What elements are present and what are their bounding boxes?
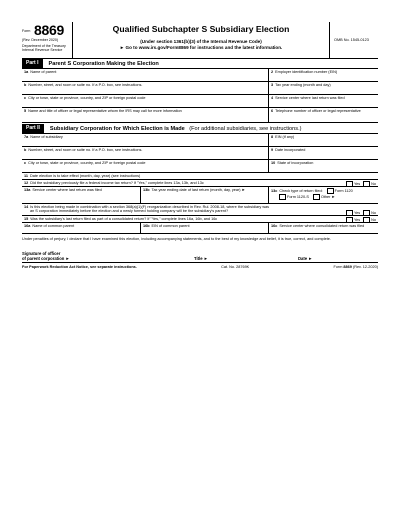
field-subsidiary-street[interactable] [22,147,268,159]
part1-header [22,59,378,69]
field-label: Is this election being made in combination with a section 368(a)(1)(F) reorganization described in Rev. Rul. 2008-18, where the subsidiary was [30,205,270,209]
row-1b [22,82,378,95]
field-label: Tax year ending (month and day) [275,83,331,87]
field-label: Tax year ending date of last return (month, day, year) ► [151,188,246,192]
line-num: 7a [24,135,29,139]
part2-title: Subsidiary Corporation for Which Election is Made [49,125,185,132]
no-checkbox[interactable]: No [363,181,376,187]
part1-badge: Part I [22,59,43,68]
field-service-center[interactable] [268,95,378,107]
field-label: Telephone number of officer or legal representative [275,109,361,113]
line-num: 2 [271,70,274,74]
date-field[interactable] [298,256,378,262]
line-num: 1a [24,70,29,74]
part2-title-extra: (For additional subsidiaries, see instructions.) [189,125,302,132]
field-16b-parent-ein[interactable] [140,223,268,233]
row-5 [22,108,378,123]
field-subsidiary-name[interactable] [22,134,268,146]
field-label-cont: an S corporation immediately before the election and a newly formed holding company will be the subsidiary's parent? [30,209,229,213]
field-tax-year-end[interactable] [268,82,378,94]
catalog-number: Cat. No. 28769K [221,264,250,269]
field-label: Date incorporated [275,148,306,152]
line-num: 14 [24,205,29,209]
line-num: 10 [271,161,276,165]
form-id-block [22,22,73,58]
line-num: b [24,148,27,152]
field-label: Date election is to take effect (month, day, year) (see instructions) [30,174,141,178]
form-word: Form [22,29,31,33]
part1-title: Parent S Corporation Making the Election [48,60,159,67]
field-label: Name of parent [30,70,57,74]
line-num: c [24,161,27,165]
line-num: 12 [24,181,29,185]
field-13b-tax-year[interactable] [140,187,268,203]
line-num: 16b [143,224,150,228]
field-label: State of incorporation [277,161,314,165]
field-label: City or town, state or province, country, and ZIP or foreign postal code [28,96,146,100]
signature-field[interactable] [22,251,194,262]
row-7b [22,147,378,160]
no-checkbox[interactable]: No [363,217,376,223]
signature-label-1: Signature of officer [22,250,61,256]
yes-checkbox[interactable]: Yes [346,210,360,216]
omb-block [329,22,378,58]
field-subsidiary-ein[interactable] [268,134,378,146]
field-label: Number, street, and room or suite no. If a P.O. box, see instructions. [28,83,143,87]
dept-line-1: Department of the Treasury [22,44,66,48]
field-parent-ein[interactable] [268,69,378,81]
row-16 [22,223,378,234]
field-13a-service-center[interactable] [22,187,140,203]
line-num: 3 [271,83,274,87]
line-num: 6 [271,109,274,113]
row-13 [22,187,378,204]
field-officer-phone[interactable] [268,108,378,122]
department [22,44,66,52]
field-label: Name and title of officer or legal representative whom the IRS may call for more information [28,109,182,113]
form-title: Qualified Subchapter S Subsidiary Election [112,24,290,34]
field-parent-city[interactable] [22,95,268,107]
field-label: EIN of common parent [151,224,190,228]
field-officer-name[interactable] [22,108,268,122]
title-label: Title ► [194,255,208,261]
field-label: Number, street, and room or suite no. If a P.O. box, see instructions. [28,148,143,152]
field-date-incorporated[interactable] [268,147,378,159]
paperwork-notice: For Paperwork Reduction Act Notice, see separate instructions. [22,264,137,269]
field-label: Service center where consolidated return was filed [279,224,365,228]
omb-number: OMB No. 1545-0123 [334,38,369,42]
field-state-incorporation[interactable] [268,160,378,172]
field-label: City or town, state or province, country, and ZIP or foreign postal code [28,161,146,165]
form-instructions-link: ► Go to www.irs.gov/Form8869 for instructions and the latest information. [119,45,283,50]
line-num: 4 [271,96,274,100]
field-label: Employer identification number (EIN) [275,70,338,74]
row-1a [22,69,378,82]
title-block [73,22,329,58]
row-14 [22,204,378,216]
field-13c-return-type [268,187,378,203]
form-8869 [22,22,378,269]
form-subtitle: (Under section 1361(b)(3) of the Internal Revenue Code) [140,39,262,44]
line-num: 15 [24,217,29,221]
line-num: 5 [24,109,27,113]
line-num: b [24,83,27,87]
field-16a-common-parent[interactable] [22,223,140,233]
field-label: Service center where last return was filed [32,188,102,192]
date-label: Date ► [298,255,313,261]
row-7a [22,134,378,147]
line-num: c [24,96,27,100]
row-11[interactable] [22,173,378,180]
row-1c [22,95,378,108]
row-7c [22,160,378,173]
part2-badge: Part II [22,124,44,133]
field-label: Service center where last return was filed [275,96,345,100]
yes-checkbox[interactable]: Yes [346,181,360,187]
no-checkbox[interactable]: No [363,210,376,216]
yes-checkbox[interactable]: Yes [346,217,360,223]
perjury-statement: Under penalties of perjury, I declare that I have examined this election, including accompanying statements, and to the best of my knowledge and belief, it is true, correct, and complete. [22,237,331,241]
form1120s-checkbox[interactable]: Form 1120-S [279,195,309,199]
line-num: 13a [24,188,31,192]
field-label: Name of subsidiary [30,135,63,139]
line-num: 8 [271,135,274,139]
signature-label-2: of parent corporation ► [22,255,70,261]
row-15 [22,216,378,223]
line-num: 13c [271,189,278,193]
form-number: 8869 [34,22,64,38]
field-label: Name of common parent [32,224,75,228]
form-footer [22,265,378,269]
revision-date: (Rev. December 2020) [22,38,59,42]
field-16c-service-center[interactable] [268,223,378,233]
field-subsidiary-city[interactable] [22,160,268,172]
field-label: Did the subsidiary previously file a federal income tax return? If "Yes," complete lines 13a, 13b, and 13c [30,181,204,185]
field-parent-name[interactable] [22,69,268,81]
form-header [22,22,378,59]
line-num: 11 [24,174,29,178]
part2-header [22,124,378,134]
title-field[interactable] [194,256,298,262]
row-12 [22,180,378,187]
footer-form-id: Form 8869 (Rev. 12-2020) [333,264,378,269]
line-num: 13b [143,188,150,192]
field-parent-street[interactable] [22,82,268,94]
other-checkbox[interactable]: Other ► [313,195,335,199]
field-label: Was the subsidiary's last return filed as part of a consolidated return? If "Yes," complete lines 16a, 16b, and 16c [30,217,218,221]
form1120-checkbox[interactable]: Form 1120 [327,189,353,193]
field-label: EIN (if any) [275,135,295,139]
field-label: Check type of return filed: [279,189,323,193]
dept-line-2: Internal Revenue Service [22,48,63,53]
line-num: 9 [271,148,274,152]
line-num: 16a [24,224,31,228]
signature-row [22,246,378,263]
line-num: 16c [271,224,278,228]
